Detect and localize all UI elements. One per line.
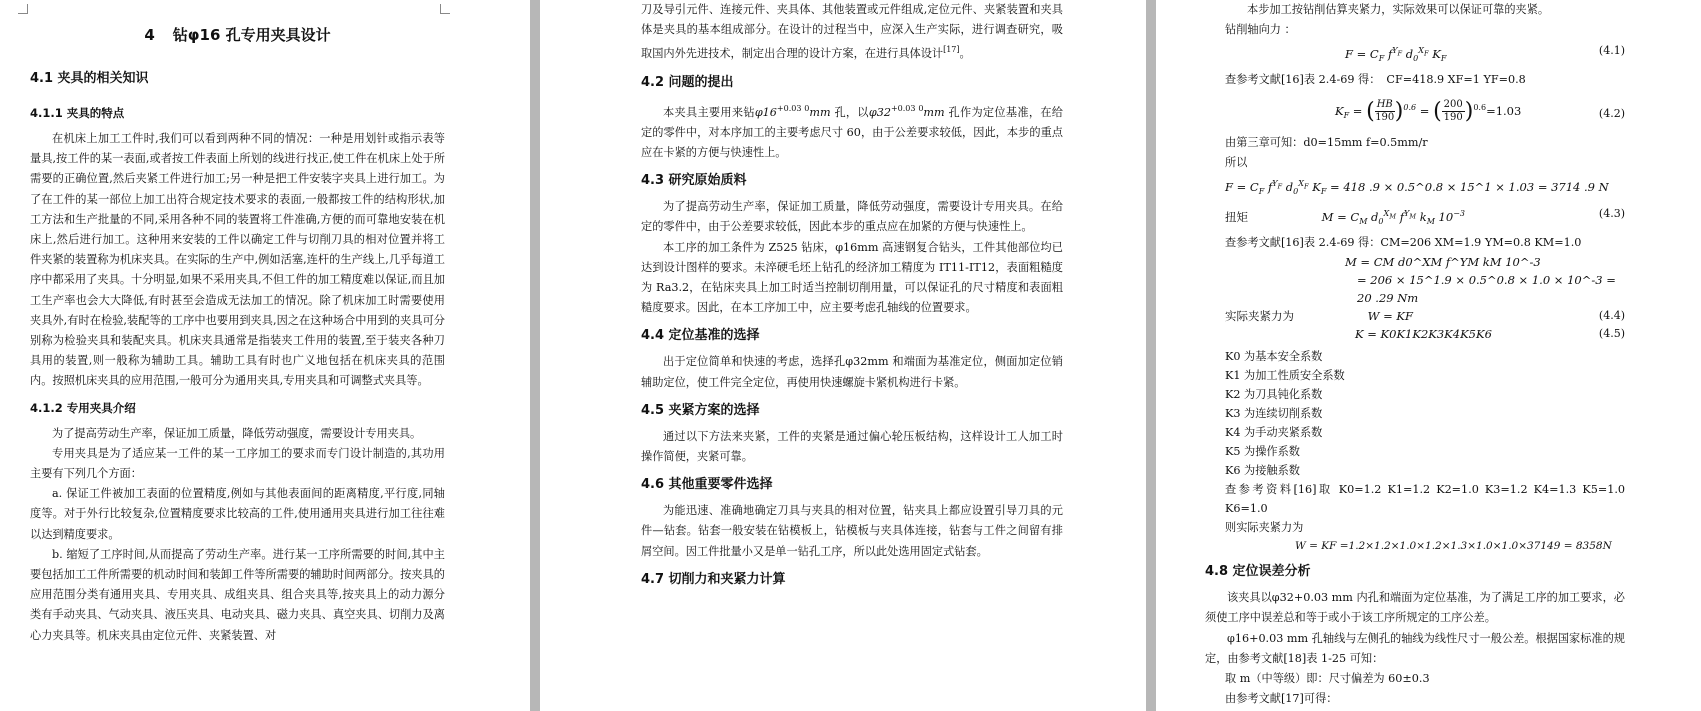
document-page-1 xyxy=(0,0,468,711)
equation-clamp-force: W = KF =1.2×1.2×1.0×1.2×1.3×1.0×1.0×37149 = 8358N xyxy=(1295,540,1612,553)
paragraph: 通过以下方法来夹紧，工件的夹紧是通过偏心轮压板结构，这样设计工人加工时操作简便，夹紧可靠。 xyxy=(641,429,1063,464)
text-line: 则实际夹紧力为 xyxy=(1225,521,1304,535)
section-heading-4-8: 4.8 定位误差分析 xyxy=(1205,564,1311,580)
fraction-numerator: HB xyxy=(1376,99,1393,111)
coefficient-definition: K1 为加工性质安全系数 xyxy=(1225,369,1345,383)
coefficient-definition: K4 为手动夹紧系数 xyxy=(1225,426,1323,440)
equation-torque-line1: M = CM d0^XM f^YM kM 10^-3 xyxy=(1345,255,1541,270)
chapter-title xyxy=(30,24,445,45)
equation-result: =1.03 xyxy=(1486,103,1522,118)
section-heading-4-1-1: 4.1.1 夹具的特点 xyxy=(30,106,125,120)
equation-number: (4.5) xyxy=(1598,327,1625,341)
tolerance: +0.03 0 xyxy=(776,103,810,113)
paragraph: b. 缩短了工序时间,从而提高了劳动生产率。进行某一工序所需要的时间,其中主要包括加工工件所需要的机动时间和装卸工件等所需要的辅助时间两部分。按夹具的应用范围分类有通用夹具、专用夹具、成组夹具、组合夹具等,按夹具上的动力源分类有手动夹具、气动夹具、液压夹具、电动夹具、磁力夹具、真空夹具、切削力及离心力夹具等。机床夹具由定位元件、夹紧装置、对 xyxy=(30,547,445,642)
equation-number: (4.3) xyxy=(1598,207,1625,221)
paragraph: 在机床上加工工件时,我们可以看到两种不同的情况：一种是用划针或指示表等量具,按工件的某一表面,或者按工件表面上所划的线进行找正,使工件在机床上处于所需要的正确位置,然后夹紧工件进行加工;另一种是把工件安装字夹具上进行加工。为了在工件的某一部位上加工出符合规定技术要求的表面,一般都按工件的结构形状,加工方法和生产批量的不同,采用各种不同的装置将工件准确,方便的而可靠地安装在机床上,然后进行加工。这种用来安装的工件以确定工件与切削刀具的相对位置并将工件夹紧的装置称为机床夹具。在实际的生产中,例如活塞,连杆的生产线上,几乎每道工序中都采用了夹具。十分明显,如果不采用夹具,不但工件的加工精度难以保证,而且加工生产率也会大大降低,有时甚至会造成无法加工的情况。除了机床加工时需要使用夹具外,有时在检验,装配等的工序中也要用到夹具,因之在这种场合中用到的夹具可分别称为检验夹具和装配夹具。机床夹具通常是指装夹工件用的装置,至于装夹各种刀具用的装置,则一般称为辅助工具。辅助工具有时也广义地包括在机床夹具的范围内。按照机床夹具的应用范围,一般可分为通用夹具,专用夹具和可调整式夹具等。 xyxy=(30,132,445,388)
paragraph xyxy=(641,0,1063,65)
equation-4-1: $F = C_F$ $f^{Y_F}$ $d_0^{X_F}$ $K_F$ (4.1) xyxy=(1225,40,1625,70)
section-heading-4-6: 4.6 其他重要零件选择 xyxy=(641,477,773,493)
paragraph: 出于定位简单和快速的考虑，选择孔φ32mm 和端面为基准定位，侧面加定位销辅助定位，使工件完全定位，再使用快速螺旋卡紧机构进行卡紧。 xyxy=(641,355,1063,389)
paragraph-text: 本夹具主要用来钻 xyxy=(663,105,755,119)
text-line: 查参考资料[16]取 K0=1.2 K1=1.2 K2=1.0 K3=1.2 K4=1.3 K5=1.0 K6=1.0 xyxy=(1225,483,1625,516)
equation-number: (4.1) xyxy=(1598,44,1625,58)
section-heading-4-1: 4.1 夹具的相关知识 xyxy=(30,71,149,86)
section-heading-4-7: 4.7 切削力和夹紧力计算 xyxy=(641,571,786,587)
citation-ref: [17] xyxy=(943,45,960,55)
equation-torque-line2: = 206 × 15^1.9 × 0.5^0.8 × 1.0 × 10^-3 = 20 .29 Nm xyxy=(1357,273,1616,306)
paragraph: a. 保证工件被加工表面的位置精度,例如与其他表面间的距离精度,平行度,同轴度等。对于外行比较复杂,位置精度要求比较高的工件,使用通用夹具进行加工往往难以达到精度要求。 xyxy=(30,487,445,541)
paragraph xyxy=(641,99,1063,164)
text-line-label: 扭矩 xyxy=(1225,210,1248,225)
text-line-label: 实际夹紧力为 xyxy=(1225,309,1294,324)
equation-result: = 418 .9 × 0.5^0.8 × 15^1 × 1.03 = 3714 .9 N xyxy=(1330,180,1609,195)
paragraph-text: 刀及导引元件、连接元件、夹具体、其他装置或元件组成,定位元件、夹紧装置和夹具体是夹具的基本组成部分。在设计的过程当中，应深入生产实际，进行调查研究，吸取国内外先进技术，制定出合理的设计方案，在进行具体设计 xyxy=(641,3,1063,61)
equation-4-3: 扭矩 $M = C_M$ $d_0^{X_M}$ $f^{Y_M}$ $k_M$ $10^{-3}$ (4.3) xyxy=(1225,203,1625,233)
equation-number: (4.2) xyxy=(1598,106,1625,120)
paragraph: φ16+0.03 mm 孔轴线与左侧孔的轴线为线性尺寸一般公差。根据国家标准的规定，由参考文献[18]表 1-25 可知： xyxy=(1205,631,1625,665)
section-heading-4-1-2: 4.1.2 专用夹具介绍 xyxy=(30,400,136,415)
unit: mm xyxy=(923,105,945,119)
section-heading-4-4: 4.4 定位基准的选择 xyxy=(641,328,760,344)
coefficient-definition: K3 为连续切削系数 xyxy=(1225,407,1323,421)
hole-dim: φ16 xyxy=(754,105,777,119)
section-heading-4-5: 4.5 夹紧方案的选择 xyxy=(641,402,760,418)
chapter-number: 4 xyxy=(144,26,155,44)
tolerance: +0.03 0 xyxy=(890,103,924,113)
text-line: 取 m（中等级）即：尺寸偏差为 60±0.3 xyxy=(1225,672,1430,686)
paragraph-text: 孔，以 xyxy=(830,105,869,119)
equation-force-result: $F = C_F$ $f^{Y_F}$ $d_0^{X_F}$ $K_F = 418$ .9 × 0.5^0.8 × 15^1 × 1.03 = 3714 .9 N xyxy=(1225,179,1609,197)
page-gutter xyxy=(530,0,540,711)
exponent: 0.6 xyxy=(1403,102,1417,112)
equation-text: K = K0K1K2K3K4K5K6 xyxy=(1355,327,1492,342)
hole-dim: φ32 xyxy=(868,105,891,119)
page-gutter xyxy=(1146,0,1156,711)
paragraph: 该夹具以φ32+0.03 mm 内孔和端面为定位基准，为了满足工序的加工要求，必须使工序中误差总和等于或小于该工序所规定的工序公差。 xyxy=(1205,591,1625,625)
fraction-denominator: 190 xyxy=(1443,112,1463,124)
text-line: 查参考文献[16]表 2.4-69 得：CM=206 XM=1.9 YM=0.8 KM=1.0 xyxy=(1225,236,1582,250)
coefficient-definition: K2 为刀具钝化系数 xyxy=(1225,388,1323,402)
text-line: 由参考文献[17]可得： xyxy=(1225,692,1338,706)
chapter-title-text: 钻φ16 孔专用夹具设计 xyxy=(172,26,331,44)
document-page-3 xyxy=(1163,0,1701,711)
section-heading-4-3: 4.3 研究原始质料 xyxy=(641,173,747,189)
equation-number: (4.4) xyxy=(1598,309,1625,323)
section-heading-4-2: 4.2 问题的提出 xyxy=(641,74,734,90)
coefficient-definition: K6 为接触系数 xyxy=(1225,464,1300,478)
coefficient-definition: K5 为操作系数 xyxy=(1225,445,1300,459)
text-line: 由第三章可知：d0=15mm f=0.5mm/r xyxy=(1225,135,1428,149)
text-line: 所以 xyxy=(1225,155,1248,169)
exponent: 0.6 xyxy=(1473,102,1487,112)
equation-4-4 xyxy=(1225,307,1625,325)
coefficient-definition: K0 为基本安全系数 xyxy=(1225,350,1323,364)
equation-4-2: $K_F$ = ( $\frac{HB}{190}$ )$^{0.6}$ = ( $\frac{200}{190}$ )$^{0.6}$=1.03 (4.2) xyxy=(1225,91,1625,133)
paragraph: 专用夹具是为了适应某一工件的某一工序加工的要求而专门设计制造的,其功用主要有下列几个方面： xyxy=(30,446,445,481)
text-line: 钻削轴向力 ： xyxy=(1225,23,1296,37)
fraction-numerator: 200 xyxy=(1443,99,1463,111)
equation-text: W = KF xyxy=(1367,309,1413,324)
text-line xyxy=(1225,70,1625,90)
text-line-label: 查参考文献[16]表 2.4-69 得： xyxy=(1225,73,1381,87)
unit: mm xyxy=(809,105,831,119)
fraction-denominator: 190 xyxy=(1375,112,1395,124)
paragraph: 为了提高劳动生产率，保证加工质量，降低劳动强度，需要设计专用夹具。在给定的零件中，由于公差要求较低，因此本步的重点应在加紧的方便与快速性上。 xyxy=(641,200,1063,234)
margin-corner-mark xyxy=(18,4,28,14)
document-page-2 xyxy=(556,0,1072,711)
paragraph-text: 孔作为定位基准，在给定的零件中，对本序加工的主要考虑尺寸 60，由于公差要求较低，因此，本步的重点应在卡紧的方便与快速性上。 xyxy=(641,105,1063,160)
equation-4-5 xyxy=(1225,325,1625,343)
paragraph: 为了提高劳动生产率，保证加工质量，降低劳动强度，需要设计专用夹具。 xyxy=(52,426,422,440)
paragraph: 为能迅速、准确地确定刀具与夹具的相对位置，钻夹具上都应设置引导刀具的元件—钻套。钻套一般安装在钻模板上，钻模板与夹具体连接，钻套与工件之间留有排屑空间。因工件批量小又是单一钻孔工序，所以此处选用固定式钻套。 xyxy=(641,504,1063,558)
text-line: 本步加工按钻削估算夹紧力，实际效果可以保证可靠的夹紧。 xyxy=(1247,3,1550,16)
paragraph: 本工序的加工条件为 Z525 钻床，φ16mm 高速钢复合钻头，工件其他部位均已达到设计图样的要求。未淬硬毛坯上钻孔的经济加工精度为 IT11-IT12，表面粗糙度为 Ra3.2，在钻床夹具上加工时适当控制切削用量，可以保证孔的尺寸精度和表面粗糙度要求。因此，在本工序加工中，应主要考虑孔轴线的位置要求。 xyxy=(641,240,1063,315)
paragraph-text: 。 xyxy=(959,47,971,61)
coefficient-values: CF=418.9 XF=1 YF=0.8 xyxy=(1386,73,1526,87)
